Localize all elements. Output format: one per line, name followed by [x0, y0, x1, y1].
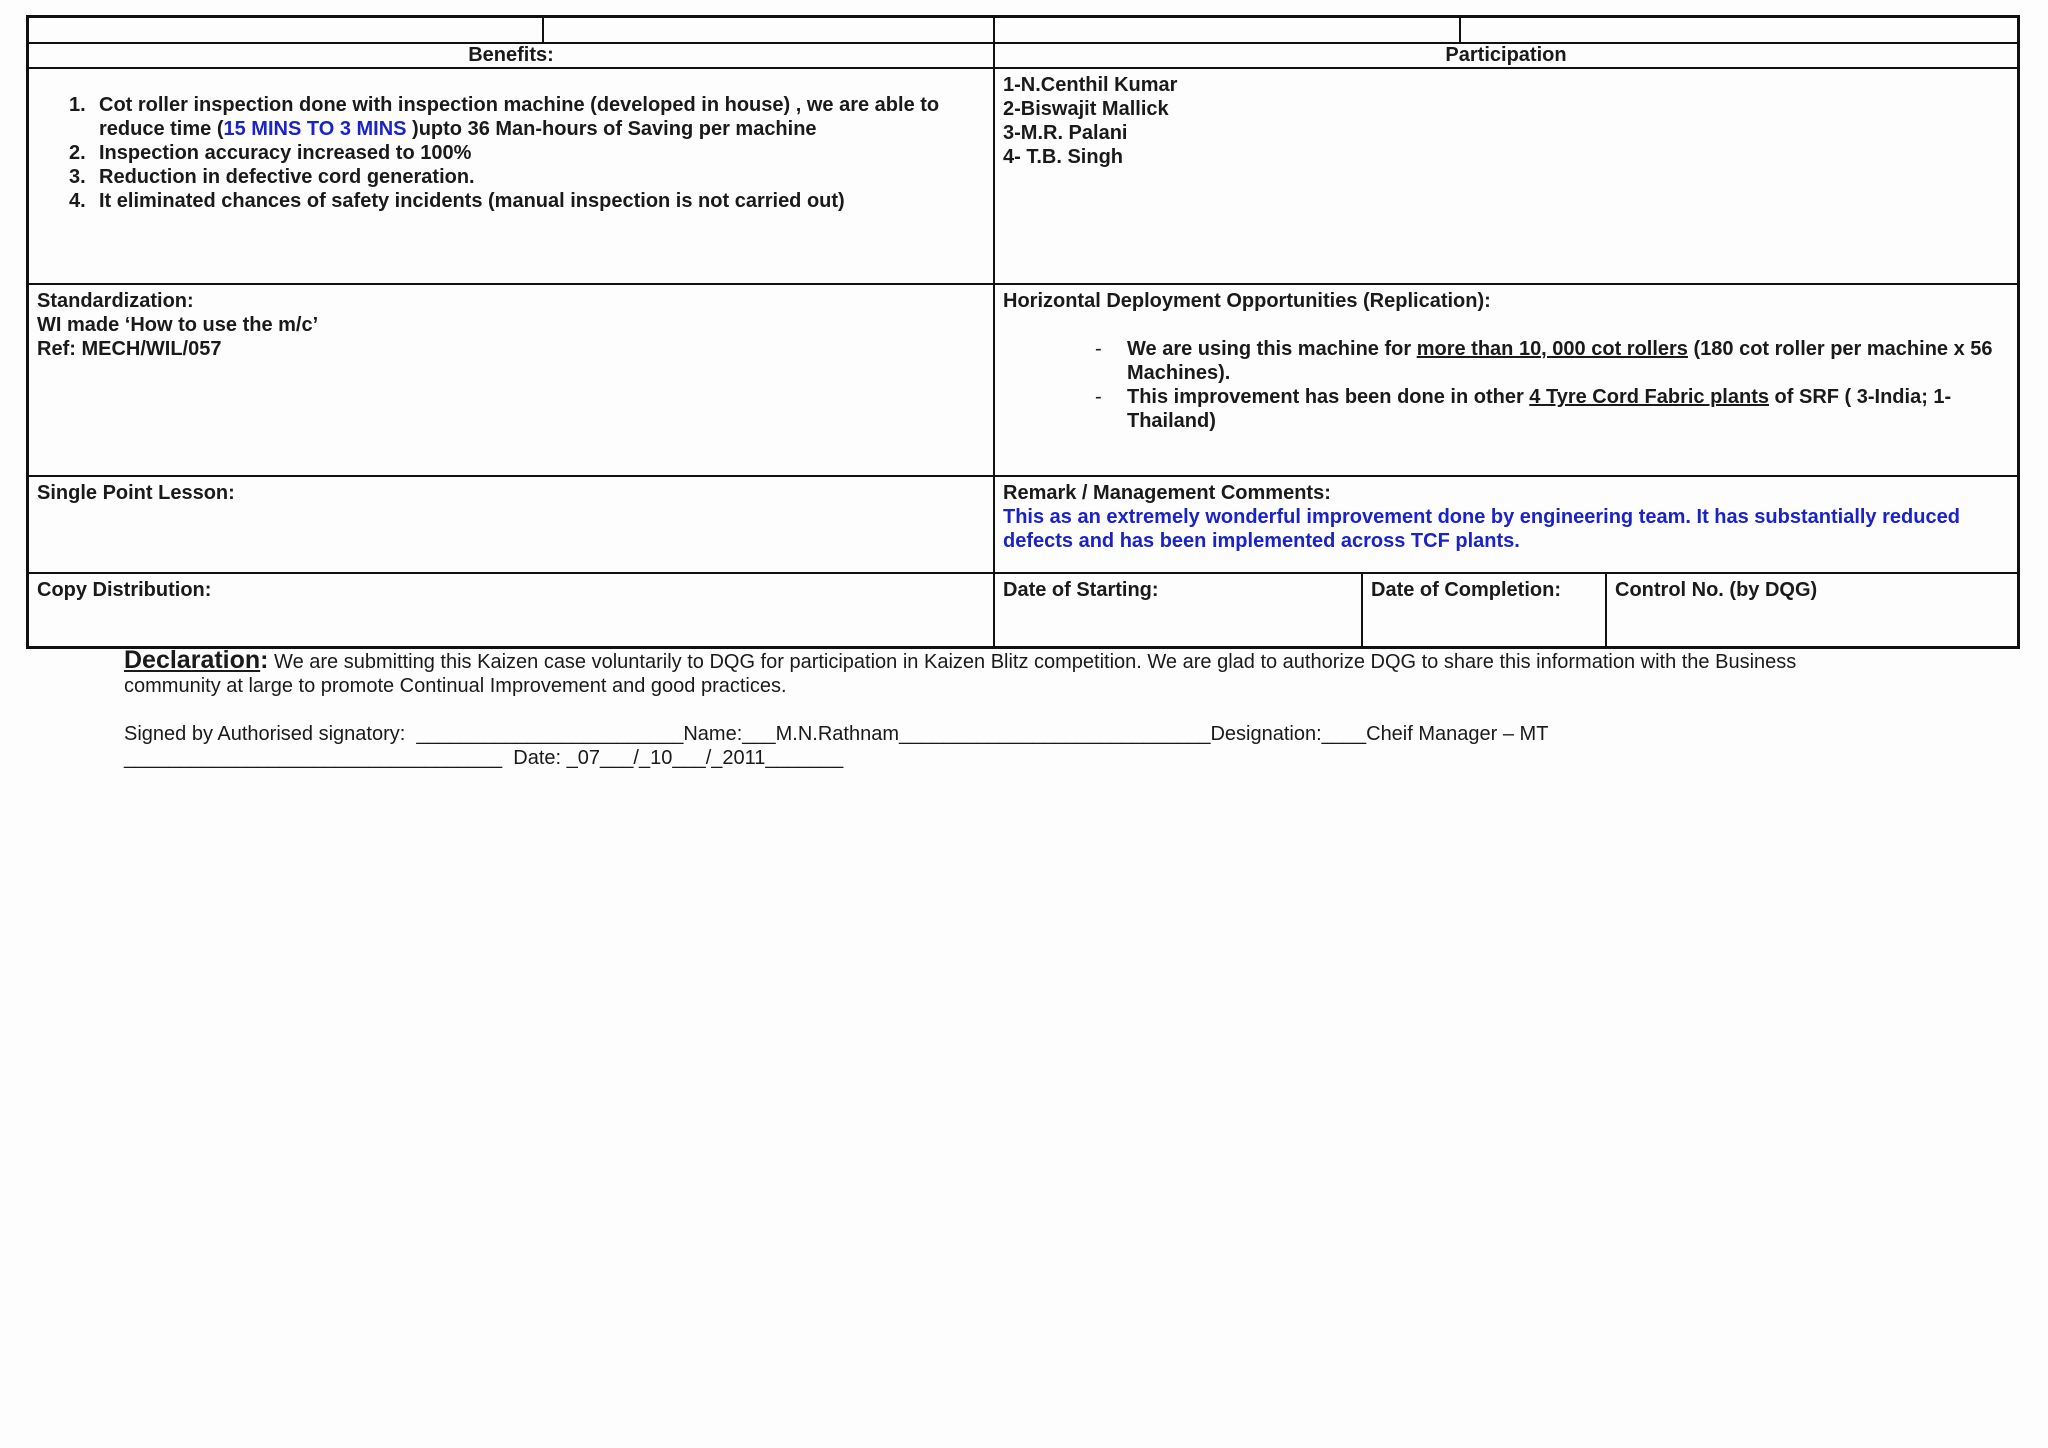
list-item: [1095, 385, 2009, 433]
copy-distribution-title: Copy Distribution:: [37, 579, 212, 601]
list-item: [69, 189, 985, 213]
item-number: 4.: [69, 190, 86, 212]
underlined-text: more than 10, 000 cot rollers: [1416, 338, 1688, 360]
item-number: 3.: [69, 166, 86, 188]
participant-name: 2-Biswajit Mallick: [1003, 98, 1169, 120]
top-blank-row: [29, 18, 2017, 44]
participation-cell: [995, 69, 2017, 283]
standardization-row: [29, 285, 2017, 477]
copy-distribution-cell: [29, 574, 995, 646]
blank-cell-3: [995, 18, 1461, 42]
benefits-row: [29, 69, 2017, 285]
control-no-cell: [1607, 574, 2017, 646]
declaration-block: [124, 648, 1894, 770]
date-of-starting-title: Date of Starting:: [1003, 579, 1159, 601]
kaizen-form-table: [26, 15, 2020, 649]
standardization-cell: [29, 285, 995, 475]
benefits-cell: [29, 69, 995, 283]
standardization-line: WI made ‘How to use the m/c’: [37, 314, 319, 336]
control-no-title: Control No. (by DQG): [1615, 579, 1818, 601]
blank-cell-2: [544, 18, 995, 42]
date-line: __________________________________ Date: _07___/_10___/_2011_______: [124, 747, 844, 769]
remark-text: This as an extremely wonderful improvement done by engineering team. It has substantially reduced defects and has been implemented across TCF plants.: [1003, 506, 1960, 552]
item-text: [1127, 337, 2009, 385]
blank-cell-4: [1461, 18, 2017, 42]
header-row: [29, 44, 2017, 69]
remark-cell: [995, 477, 2017, 572]
list-item: [1095, 337, 2009, 385]
deployment-text-tail: (180 cot roller per machine x 56 Machines).: [1127, 338, 1993, 384]
item-text: Reduction in defective cord generation.: [99, 166, 475, 188]
date-of-starting-cell: [995, 574, 1363, 646]
item-text: [99, 93, 985, 141]
signature-line: Signed by Authorised signatory: ________________________Name:___M.N.Rathnam____________________________Designation:____Cheif Manager – MT: [124, 723, 1549, 745]
deployment-list: [1003, 337, 2009, 433]
list-item: [69, 141, 985, 165]
underlined-text: 4 Tyre Cord Fabric plants: [1529, 386, 1769, 408]
participation-header: Participation: [1445, 44, 1567, 66]
remark-title: Remark / Management Comments:: [1003, 482, 1331, 504]
dash-bullet: -: [1095, 386, 1102, 408]
time-reduction-highlight: 15 MINS TO 3 MINS: [223, 118, 407, 140]
declaration-heading: Declaration: [124, 646, 261, 674]
standardization-ref: Ref: MECH/WIL/057: [37, 338, 222, 360]
participant-name: 1-N.Centhil Kumar: [1003, 74, 1178, 96]
participant-name: 3-M.R. Palani: [1003, 122, 1128, 144]
item-text: Inspection accuracy increased to 100%: [99, 142, 472, 164]
benefits-header: Benefits:: [29, 44, 995, 67]
item-text: It eliminated chances of safety incidents (manual inspection is not carried out): [99, 190, 845, 212]
benefit-text: Cot roller inspection done with inspection machine (developed in house) , we are able to reduce time (: [99, 94, 940, 140]
declaration-colon: :: [260, 646, 269, 674]
date-of-completion-title: Date of Completion:: [1371, 579, 1561, 601]
single-point-lesson-title: Single Point Lesson:: [37, 482, 235, 504]
horizontal-deployment-title: Horizontal Deployment Opportunities (Replication):: [1003, 290, 1491, 312]
list-item: [69, 93, 985, 141]
deployment-text-tail: of SRF ( 3-India; 1-Thailand): [1127, 386, 1952, 432]
horizontal-deployment-cell: [995, 285, 2017, 475]
declaration-paragraph: [124, 648, 1894, 698]
lesson-row: [29, 477, 2017, 574]
date-of-completion-cell: [1363, 574, 1607, 646]
item-text: [1127, 385, 2009, 433]
standardization-title: Standardization:: [37, 290, 194, 312]
item-number: 1.: [69, 94, 86, 116]
dash-bullet: -: [1095, 338, 1102, 360]
deployment-text: We are using this machine for: [1127, 338, 1417, 360]
list-item: [69, 165, 985, 189]
item-number: 2.: [69, 142, 86, 164]
benefits-list: [37, 93, 985, 213]
single-point-lesson-cell: [29, 477, 995, 572]
benefit-text-tail: )upto 36 Man-hours of Saving per machine: [406, 118, 817, 140]
blank-cell-1: [29, 18, 544, 42]
declaration-text: We are submitting this Kaizen case voluntarily to DQG for participation in Kaizen Blitz competition. We are glad to authorize DQG to share this information with the Business community at large to promote Continual Improvement and good practices.: [124, 651, 1797, 697]
participant-name: 4- T.B. Singh: [1003, 146, 1123, 168]
deployment-text: This improvement has been done in other: [1127, 386, 1530, 408]
distribution-row: [29, 574, 2017, 646]
